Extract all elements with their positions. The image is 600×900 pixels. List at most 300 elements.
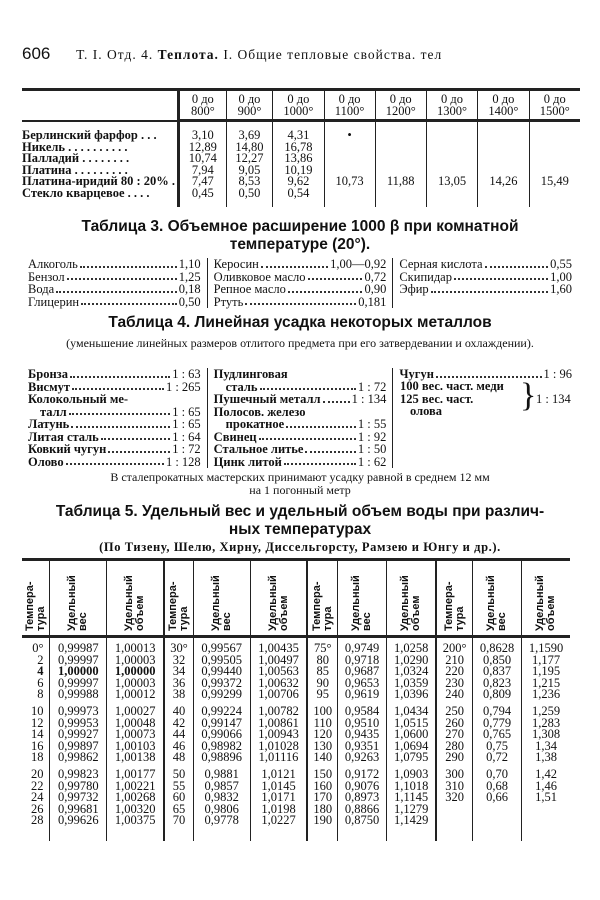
specific-weight-cell: 0,99862: [50, 752, 107, 764]
table4-title: Таблица 4. Линейная усадка некоторых металлов: [108, 314, 492, 331]
specific-weight-cell: 0,9778: [193, 815, 250, 827]
dot-leader: [260, 381, 356, 391]
specific-weight-cell: 0,99440: [193, 666, 250, 678]
column-header: [193, 560, 250, 637]
specific-volume-cell: 1,0121: [250, 764, 307, 781]
item-name: Чугун: [399, 367, 434, 381]
dot-leader: [308, 271, 363, 281]
item-name: Оливковое масло: [213, 269, 306, 284]
item-value: 1 : 128: [165, 454, 201, 469]
column-header: [50, 560, 107, 637]
empty-cell: [250, 827, 307, 841]
column-header: 0 до 1200°: [375, 90, 426, 121]
specific-weight-cell: 0,99299: [193, 689, 250, 701]
temperature-cell: 34: [164, 666, 193, 678]
specific-volume-cell: 1,0227: [250, 815, 307, 827]
specific-weight-cell: 0,8628: [473, 637, 522, 655]
alloy-line: олова: [410, 404, 443, 418]
specific-weight-cell: 0,8973: [338, 792, 387, 804]
cell-value: 4,31: [273, 130, 324, 142]
specific-volume-cell: 1,00632: [250, 678, 307, 690]
specific-weight-cell: 0,8750: [338, 815, 387, 827]
header-text: Удельный вес: [350, 575, 374, 631]
list-item: [214, 443, 387, 456]
header-text: Темпера-тура: [442, 581, 466, 631]
item-value: 1,10: [178, 257, 201, 271]
specific-volume-cell: 1,00003: [107, 678, 164, 690]
temperature-cell: 100: [307, 701, 337, 718]
cell-value: 13,86: [273, 153, 324, 165]
cell-value: 3,69: [226, 130, 273, 142]
cell-value: [324, 188, 375, 200]
cell-value: [324, 142, 375, 154]
cell-value: [375, 153, 426, 165]
table5-title: [22, 503, 578, 539]
cell-value: [426, 188, 477, 200]
row-label: Никель . . . . . . . . . .: [22, 139, 128, 154]
specific-weight-cell: 0,837: [473, 666, 522, 678]
list-item: [28, 296, 201, 309]
dot-leader: [108, 443, 170, 453]
list-item: [214, 456, 387, 469]
header-text: Темпера-тура: [23, 581, 47, 631]
specific-volume-cell: 1,00268: [107, 792, 164, 804]
cell-value: 0,45: [179, 188, 227, 200]
cell-value: [375, 130, 426, 142]
column-header: 0 до 800°: [179, 90, 227, 121]
dot-leader: [71, 418, 170, 428]
cell-value: [529, 188, 580, 200]
column-header: 0 до 1300°: [426, 90, 477, 121]
column-header: 0 до 1000°: [273, 90, 324, 121]
list-item: [28, 418, 201, 431]
cell-value: •: [324, 130, 375, 142]
empty-cell: [107, 827, 164, 841]
column-header: [436, 560, 472, 637]
specific-weight-cell: 0,99224: [193, 701, 250, 718]
cell-value: 8,53: [226, 176, 273, 188]
temperature-cell: 300: [436, 764, 472, 781]
item-value: 1 : 65: [172, 417, 201, 431]
temperature-cell: 38: [164, 689, 193, 701]
specific-volume-cell: 1,308: [522, 729, 570, 741]
specific-volume-cell: 1,236: [522, 689, 570, 701]
page-number: 606: [22, 44, 51, 63]
specific-volume-cell: 1,00138: [107, 752, 164, 764]
specific-volume-cell: 1,00497: [250, 655, 307, 667]
temperature-cell: 80: [307, 655, 337, 667]
specific-weight-cell: 0,99997: [50, 655, 107, 667]
temperature-cell: 190: [307, 815, 337, 827]
list-item: [214, 393, 387, 406]
specific-weight-cell: 0,99567: [193, 637, 250, 655]
temperature-cell: 290: [436, 752, 472, 764]
column-header: 0 до 1400°: [478, 90, 529, 121]
column-header: [307, 560, 337, 637]
blank-header: [22, 90, 179, 121]
column-header: [338, 560, 387, 637]
item-name: Полосов. железо: [213, 404, 306, 419]
specific-weight-cell: 0,99732: [50, 792, 107, 804]
title-line: Таблица 3. Объемное расширение 1000 β при комнатной: [81, 218, 519, 235]
specific-weight-cell: 0,99973: [50, 701, 107, 718]
temperature-cell: 280: [436, 741, 472, 753]
specific-weight-cell: 0,9832: [193, 792, 250, 804]
specific-volume-cell: 1,1590: [522, 637, 570, 655]
table3-body: [22, 258, 578, 308]
list-item: [28, 368, 201, 381]
specific-weight-cell: 0,99988: [50, 689, 107, 701]
item-value: 0,181: [358, 294, 387, 309]
specific-weight-cell: 0,9172: [338, 764, 387, 781]
table-row: [22, 752, 570, 764]
temperature-cell: 170: [307, 792, 337, 804]
temperature-cell: 48: [164, 752, 193, 764]
dot-leader: [288, 283, 363, 293]
item-value: 0,72: [364, 269, 387, 284]
table-row: [22, 815, 570, 827]
cell-value: 7,47: [179, 176, 227, 188]
cell-value: [529, 153, 580, 165]
temperature-cell: 22: [30, 778, 44, 793]
cell-value: [478, 142, 529, 154]
item-value: 1 : 134: [351, 392, 387, 406]
cell-value: 10,74: [179, 153, 227, 165]
spacer-row: [22, 199, 580, 207]
temperature-cell: 85: [307, 666, 337, 678]
specific-volume-cell: 1,00012: [107, 689, 164, 701]
row-label: Платина . . . . . . . . .: [22, 162, 128, 177]
specific-weight-cell: 0,99780: [50, 781, 107, 793]
cell-value: [375, 142, 426, 154]
column-header: [473, 560, 522, 637]
table4-subtitle: (уменьшение линейных размеров отлитого предмета при его затвердевании и охлаждении).: [66, 336, 534, 350]
specific-volume-cell: 1,00013: [107, 637, 164, 655]
specific-weight-cell: 0,99927: [50, 729, 107, 741]
specific-volume-cell: 1,0600: [387, 729, 437, 741]
specific-weight-cell: 0,99997: [50, 678, 107, 690]
specific-volume-cell: 1,00563: [250, 666, 307, 678]
row-label: Палладий . . . . . . . .: [22, 151, 130, 165]
list-item: [28, 393, 201, 406]
note-line: на 1 погонный метр: [249, 482, 351, 497]
specific-volume-cell: 1,00943: [250, 729, 307, 741]
dot-leader: [69, 406, 171, 416]
dot-leader: [67, 271, 177, 281]
cell-value: 9,05: [226, 165, 273, 177]
item-value: 1 : 92: [357, 429, 387, 444]
item-value: 1,00—0,92: [330, 257, 387, 271]
note-line: В сталепрокатных мастерских принимают усадку равной в среднем 12 мм: [110, 470, 490, 484]
specific-weight-cell: 0,99987: [50, 637, 107, 655]
list-item: [399, 283, 572, 296]
item-name: Пушечный металл: [213, 392, 321, 406]
column-header: [107, 560, 164, 637]
temperature-cell: 140: [307, 752, 337, 764]
temperature-cell: 70: [164, 815, 193, 827]
brace: }: [520, 377, 537, 414]
item-value: 1 : 50: [357, 442, 387, 456]
header-text: Удельный вес: [485, 575, 509, 631]
column-header: 0 до 1500°: [529, 90, 580, 121]
cell-value: 15,49: [529, 176, 580, 188]
empty-cell: [436, 827, 472, 841]
temperature-cell: 110: [307, 718, 337, 730]
list-item: [28, 443, 201, 456]
cell-value: [478, 188, 529, 200]
list-item: [28, 258, 201, 271]
item-name: Бронза: [28, 367, 68, 381]
temperature-cell: 14: [30, 727, 44, 742]
specific-volume-cell: 1,0795: [387, 752, 437, 764]
specific-weight-cell: 0,66: [473, 792, 522, 804]
temperature-cell: 65: [164, 804, 193, 816]
cell-value: [529, 142, 580, 154]
temperature-cell: 210: [436, 655, 472, 667]
item-value: 1,00: [550, 269, 573, 284]
specific-volume-cell: 1,0258: [387, 637, 437, 655]
table-row: [22, 804, 570, 816]
running-title: [76, 47, 442, 62]
item-value: 1 : 62: [357, 454, 387, 469]
cell-value: 12,27: [226, 153, 273, 165]
specific-volume-cell: 1,177: [522, 655, 570, 667]
temperature-cell: [436, 804, 472, 816]
list-column: [22, 258, 207, 308]
specific-weight-cell: 0,794: [473, 701, 522, 718]
dot-leader: [245, 296, 356, 306]
empty-cell: [307, 827, 337, 841]
item-name: Латунь: [28, 417, 70, 431]
specific-weight-cell: 0,779: [473, 718, 522, 730]
specific-volume-cell: 1,00861: [250, 718, 307, 730]
item-name: Серная кислота: [399, 257, 483, 271]
cell-value: [478, 153, 529, 165]
temperature-cell: 2: [37, 652, 44, 667]
cell-value: [529, 130, 580, 142]
item-value: 1 : 265: [165, 379, 201, 394]
alloy-line: 125 вес. част.: [400, 391, 474, 406]
cell-value: 11,88: [375, 176, 426, 188]
item-value: 1 : 64: [172, 429, 201, 444]
cell-value: 7,94: [179, 165, 227, 177]
list-column: [207, 258, 393, 308]
table-row: [22, 792, 570, 804]
empty-cell: [522, 827, 570, 841]
item-value: 1 : 72: [357, 379, 387, 394]
specific-weight-cell: 0,99066: [193, 729, 250, 741]
expansion-table: [22, 88, 580, 207]
temperature-cell: 240: [436, 689, 472, 701]
specific-volume-cell: 1,00003: [107, 655, 164, 667]
specific-volume-cell: 1,00706: [250, 689, 307, 701]
item-name: Стальное литье: [213, 442, 304, 456]
specific-volume-cell: 1,00221: [107, 781, 164, 793]
list-item: [214, 258, 387, 271]
alloy-entry: [400, 380, 504, 418]
specific-volume-cell: 1,0171: [250, 792, 307, 804]
dot-leader: [286, 418, 356, 428]
temperature-cell: [436, 815, 472, 827]
item-value: 0,50: [178, 294, 201, 309]
temperature-cell: 270: [436, 729, 472, 741]
temperature-cell: 160: [307, 781, 337, 793]
item-name: прокатное: [225, 417, 285, 431]
item-name: Вода: [28, 282, 55, 296]
cell-value: 9,62: [273, 176, 324, 188]
temperature-cell: 44: [164, 729, 193, 741]
temperature-cell: 260: [436, 718, 472, 730]
spacer-row: [22, 827, 570, 841]
alloy-line: 100 вес. част. меди: [400, 379, 504, 393]
item-value: 1 : 96: [543, 367, 573, 381]
item-name: Бензол: [28, 269, 65, 284]
empty-cell: [22, 827, 50, 841]
water-density-table: [22, 558, 570, 841]
specific-volume-cell: 1,00435: [250, 637, 307, 655]
specific-weight-cell: 0,9510: [338, 718, 387, 730]
temperature-cell: 46: [164, 741, 193, 753]
temperature-cell: 320: [436, 792, 472, 804]
specific-volume-cell: 1,0324: [387, 666, 437, 678]
dot-leader: [56, 283, 177, 293]
cell-value: 10,19: [273, 165, 324, 177]
temperature-cell: 42: [164, 718, 193, 730]
column-header: [164, 560, 193, 637]
item-name: Алкоголь: [28, 257, 78, 271]
running-title-part: I. Общие тепловые свойства. тел: [223, 47, 443, 62]
temperature-cell: 26: [30, 801, 44, 816]
cell-value: 14,26: [478, 176, 529, 188]
item-name: Свинец: [213, 429, 257, 444]
row-label: Стекло кварцевое . . . .: [22, 185, 150, 200]
list-column: [207, 368, 393, 468]
cell-value: [478, 130, 529, 142]
temperature-cell: 20: [30, 766, 44, 781]
cell-value: 3,10: [179, 130, 227, 142]
specific-volume-cell: 1,51: [522, 792, 570, 804]
item-value: 0,55: [550, 257, 573, 271]
cell-value: 14,80: [226, 142, 273, 154]
specific-volume-cell: 1,0903: [387, 764, 437, 781]
header-text: Темпера-тура: [310, 581, 334, 631]
specific-volume-cell: 1,1145: [387, 792, 437, 804]
specific-volume-cell: 1,195: [522, 666, 570, 678]
specific-volume-cell: 1,00000: [107, 666, 164, 678]
item-name: Цинк литой: [213, 454, 282, 469]
specific-weight-cell: 0,99505: [193, 655, 250, 667]
specific-weight-cell: 0,9653: [338, 678, 387, 690]
temperature-cell: 8: [37, 687, 44, 702]
item-name: Ковкий чугун: [28, 442, 107, 456]
item-name: Ртуть: [213, 294, 244, 309]
list-item: [28, 456, 201, 469]
specific-weight-cell: 0,98896: [193, 752, 250, 764]
temperature-cell: 220: [436, 666, 472, 678]
item-name: Глицерин: [28, 294, 80, 309]
item-value: 1 : 55: [357, 417, 387, 431]
specific-volume-cell: 1,00073: [107, 729, 164, 741]
temperature-cell: 230: [436, 678, 472, 690]
specific-weight-cell: 0,75: [473, 741, 522, 753]
header-text: Удельный объем: [123, 575, 147, 631]
specific-weight-cell: 0,99897: [50, 741, 107, 753]
row-label: Платина-иридий 80 : 20% .: [22, 174, 175, 188]
item-value: 1 : 63: [172, 367, 201, 381]
header-text: Удельный вес: [209, 575, 233, 631]
empty-cell: [387, 827, 437, 841]
header-text: Темпера-тура: [166, 581, 190, 631]
specific-weight-cell: 0,98982: [193, 741, 250, 753]
dot-leader: [101, 431, 170, 441]
temperature-cell: 55: [164, 781, 193, 793]
cell-value: 0,50: [226, 188, 273, 200]
specific-volume-cell: 1,259: [522, 701, 570, 718]
specific-volume-cell: [522, 804, 570, 816]
list-item: [214, 368, 387, 381]
list-item: [214, 296, 387, 309]
temperature-cell: 150: [307, 764, 337, 781]
dot-leader: [80, 258, 177, 268]
specific-volume-cell: 1,1429: [387, 815, 437, 827]
column-header: [22, 560, 50, 637]
specific-weight-cell: 0,99372: [193, 678, 250, 690]
specific-volume-cell: 1,34: [522, 741, 570, 753]
empty-cell: [193, 827, 250, 841]
temperature-cell: 180: [307, 804, 337, 816]
specific-volume-cell: 1,01116: [250, 752, 307, 764]
specific-weight-cell: 0,9263: [338, 752, 387, 764]
specific-weight-cell: [473, 804, 522, 816]
specific-weight-cell: 0,9718: [338, 655, 387, 667]
specific-weight-cell: 0,70: [473, 764, 522, 781]
dot-leader: [284, 456, 356, 466]
cell-value: [375, 188, 426, 200]
specific-volume-cell: 1,0198: [250, 804, 307, 816]
specific-volume-cell: 1,0290: [387, 655, 437, 667]
specific-volume-cell: 1,0145: [250, 781, 307, 793]
temperature-cell: 40: [164, 701, 193, 718]
temperature-cell: 12: [30, 715, 44, 730]
temperature-cell: 50: [164, 764, 193, 781]
column-header: 0 до 1100°: [324, 90, 375, 121]
specific-volume-cell: 1,0434: [387, 701, 437, 718]
temperature-cell: 0°: [32, 641, 44, 655]
header-text: Удельный объем: [266, 575, 290, 631]
list-column: [392, 258, 578, 308]
specific-weight-cell: 0,99626: [50, 815, 107, 827]
column-header: [522, 560, 570, 637]
dot-leader: [305, 443, 355, 453]
list-item: [214, 418, 387, 431]
specific-volume-cell: 1,38: [522, 752, 570, 764]
item-name: Колокольный ме-: [28, 392, 129, 406]
item-name: Висмут: [28, 379, 70, 394]
item-name: Скипидар: [399, 269, 452, 284]
empty-cell: [338, 827, 387, 841]
temperature-cell: 16: [30, 738, 44, 753]
specific-weight-cell: 0,8866: [338, 804, 387, 816]
cell-value: [426, 153, 477, 165]
list-item: [399, 258, 572, 271]
item-value: 1 : 65: [172, 404, 201, 419]
item-name: Олово: [28, 454, 64, 469]
dot-leader: [66, 456, 164, 466]
specific-volume-cell: 1,0359: [387, 678, 437, 690]
specific-weight-cell: 0,9749: [338, 637, 387, 655]
dot-leader: [323, 393, 350, 403]
temperature-cell: 4: [37, 664, 44, 679]
